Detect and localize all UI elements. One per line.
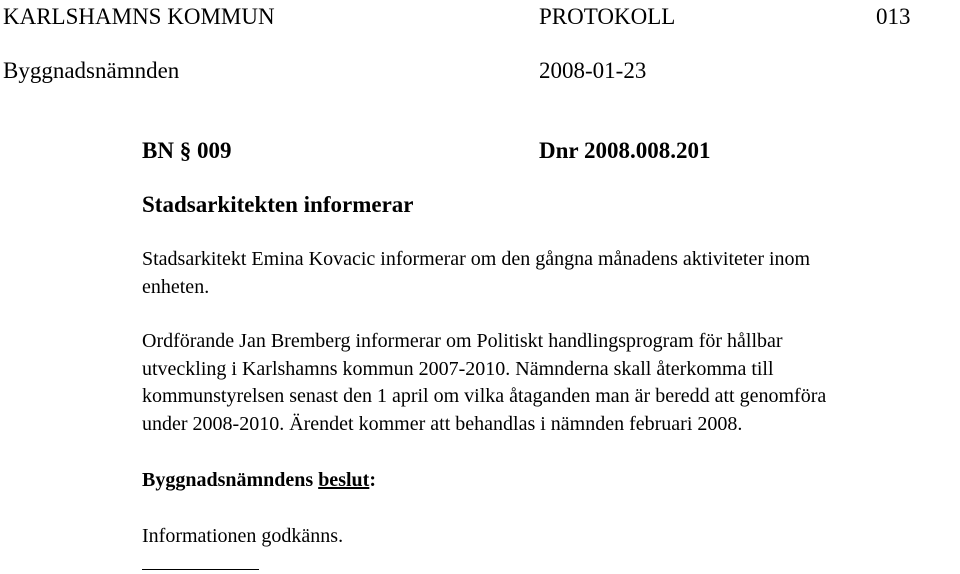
paragraph-reference: BN § 009 [142,138,232,163]
decision-heading [142,470,376,490]
diary-number: Dnr 2008.008.201 [539,138,711,163]
paragraph-line: Stadsarkitekt Emina Kovacic informerar om den gångna månadens aktiviteter inom [142,248,811,270]
paragraph-chair-info [142,328,826,438]
page-number: 013 [876,4,911,29]
decision-heading-suffix: : [369,469,376,491]
case-title: Stadsarkitekten informerar [142,192,414,217]
paragraph-line: under 2008-2010. Ärendet kommer att behandlas i nämnden februari 2008. [142,412,743,435]
decision-heading-prefix: Byggnadsnämndens [142,469,319,491]
paragraph-line: kommunstyrelsen senast den 1 april om vilka åtaganden man är beredd att genomföra [142,385,827,407]
decision-text: Informationen godkänns. [142,525,344,547]
paragraph-line: Ordförande Jan Bremberg informerar om Politiskt handlingsprogram för hållbar [142,330,783,352]
paragraph-architect-info [142,246,810,301]
document-type: PROTOKOLL [539,4,676,29]
decision-heading-underlined: beslut [318,469,370,491]
paragraph-line: enheten. [142,275,210,298]
meeting-date: 2008-01-23 [539,58,647,83]
paragraph-line: utveckling i Karlshamns kommun 2007-2010. Nämnderna skall återkomma till [142,357,774,380]
closing-rule [142,569,259,570]
municipality-name: KARLSHAMNS KOMMUN [3,4,275,29]
committee-name: Byggnadsnämnden [3,58,180,83]
